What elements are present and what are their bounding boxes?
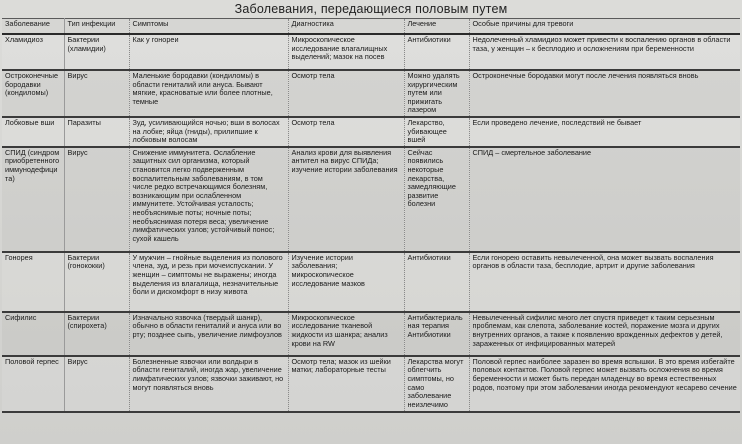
header-concerns: Особые причины для тревоги [469, 19, 740, 35]
header-infection-type: Тип инфекции [64, 19, 129, 35]
cell-treatment: Лекарство, убивающее вшей [404, 117, 469, 147]
cell-treatment: Лекарства могут облегчить симптомы, но само заболевание неизлечимо [404, 356, 469, 412]
table-row [2, 356, 740, 412]
table-row [2, 252, 740, 312]
cell-concerns: Половой герпес наиболее заразен во время вспышки. В это время избегайте половых контактов. Половой герпес может вызвать осложнения во время беременности и может быть передан младенцу во время естественных родов, поэтому при этом заболевании иногда рекомендуют кесарево сечение [469, 356, 740, 412]
cell-treatment: Можно удалять хирургическим путем или прижигать лазером [404, 70, 469, 117]
cell-infection-type: Бактерии (хламидии) [64, 34, 129, 70]
cell-infection-type: Бактерии (гонококки) [64, 252, 129, 312]
cell-symptoms: Как у гонореи [129, 34, 288, 70]
cell-disease: Остроконечные бородавки (кондиломы) [2, 70, 64, 117]
header-diagnosis: Диагностика [288, 19, 404, 35]
cell-symptoms: У мужчин – гнойные выделения из полового члена, зуд, и резь при мочеиспускании. У женщин – симптомы не выражены; иногда выделения из влагалища, незначительные боли и дискомфорт в низу живота [129, 252, 288, 312]
cell-treatment: Антибактериальная терапия Антибиотики [404, 312, 469, 356]
table-row [2, 312, 740, 356]
cell-diagnosis: Анализ крови для выявления антител на вирус СПИДа; изучение истории заболевания [288, 147, 404, 252]
cell-treatment: Антибиотики [404, 252, 469, 312]
cell-treatment: Сейчас появились некоторые лекарства, замедляющие развитие болезни [404, 147, 469, 252]
cell-disease: Гонорея [2, 252, 64, 312]
header-symptoms: Симптомы [129, 19, 288, 35]
header-disease: Заболевание [2, 19, 64, 35]
cell-disease: СПИД (синдром приобретенного иммунодефицита) [2, 147, 64, 252]
cell-diagnosis: Осмотр тела [288, 70, 404, 117]
table-header-row [2, 19, 740, 35]
table-row [2, 147, 740, 252]
std-table [2, 18, 740, 413]
cell-symptoms: Зуд, усиливающийся ночью; вши в волосах на лобке; яйца (гниды), прилипшие к лобковым волосам [129, 117, 288, 147]
table-row [2, 70, 740, 117]
cell-concerns: Недолеченный хламидиоз может привести к воспалению органов в области таза, у женщин – к бесплодию и осложнениям при беременности [469, 34, 740, 70]
cell-diagnosis: Изучение истории заболевания; микроскопическое исследование мазков [288, 252, 404, 312]
page-title: Заболевания, передающиеся половым путем [234, 2, 508, 16]
cell-symptoms: Болезненные язвочки или волдыри в области гениталий, иногда жар, увеличение лимфатических узлов; язвочки заживают, но могут появляться вновь [129, 356, 288, 412]
cell-concerns: СПИД – смертельное заболевание [469, 147, 740, 252]
cell-diagnosis: Осмотр тела [288, 117, 404, 147]
table-row [2, 117, 740, 147]
cell-disease: Хламидиоз [2, 34, 64, 70]
cell-symptoms: Снижение иммунитета. Ослабление защитных сил организма, который становится легко подверженным воспалительным заболеваниям, в том числе редко встречающимся болезням, возникающим при ослабленном иммунитете. Устойчивая усталость; необъяснимые поты; ночные поты; необъяснимая потеря веса; увеличение лимфатических узлов; устойчивый понос; сухой кашель [129, 147, 288, 252]
cell-infection-type: Вирус [64, 70, 129, 117]
cell-diagnosis: Микроскопическое исследование влагалищных выделений; мазок на посев [288, 34, 404, 70]
cell-disease: Сифилис [2, 312, 64, 356]
cell-symptoms: Изначально язвочка (твердый шанкр), обычно в области гениталий и ануса или во рту; позднее сыпь, увеличение лимфоузлов [129, 312, 288, 356]
cell-concerns: Остроконечные бородавки могут после лечения появляться вновь [469, 70, 740, 117]
cell-infection-type: Паразиты [64, 117, 129, 147]
cell-diagnosis: Осмотр тела; мазок из шейки матки; лабораторные тесты [288, 356, 404, 412]
cell-symptoms: Маленькие бородавки (кондиломы) в области гениталий или ануса. Бывают мягкие, красноватые или более плотные, темные [129, 70, 288, 117]
cell-concerns: Невылеченный сифилис много лет спустя приведет к таким серьезным проблемам, как слепота, заболевание костей, поражение мозга и других внутренних органов, а также к появлению врожденных дефектов у детей, зараженных от инфицированных матерей [469, 312, 740, 356]
cell-treatment: Антибиотики [404, 34, 469, 70]
cell-infection-type: Вирус [64, 147, 129, 252]
cell-infection-type: Бактерии (спирохета) [64, 312, 129, 356]
header-treatment: Лечение [404, 19, 469, 35]
cell-diagnosis: Микроскопическое исследование тканевой жидкости из шанкра; анализ крови на RW [288, 312, 404, 356]
cell-concerns: Если проведено лечение, последствий не бывает [469, 117, 740, 147]
cell-infection-type: Вирус [64, 356, 129, 412]
cell-concerns: Если гонорею оставить невылеченной, она может вызвать воспаления органов в области таза, бесплодие, артрит и другие заболевания [469, 252, 740, 312]
table-row [2, 34, 740, 70]
cell-disease: Половой герпес [2, 356, 64, 412]
cell-disease: Лобковые вши [2, 117, 64, 147]
